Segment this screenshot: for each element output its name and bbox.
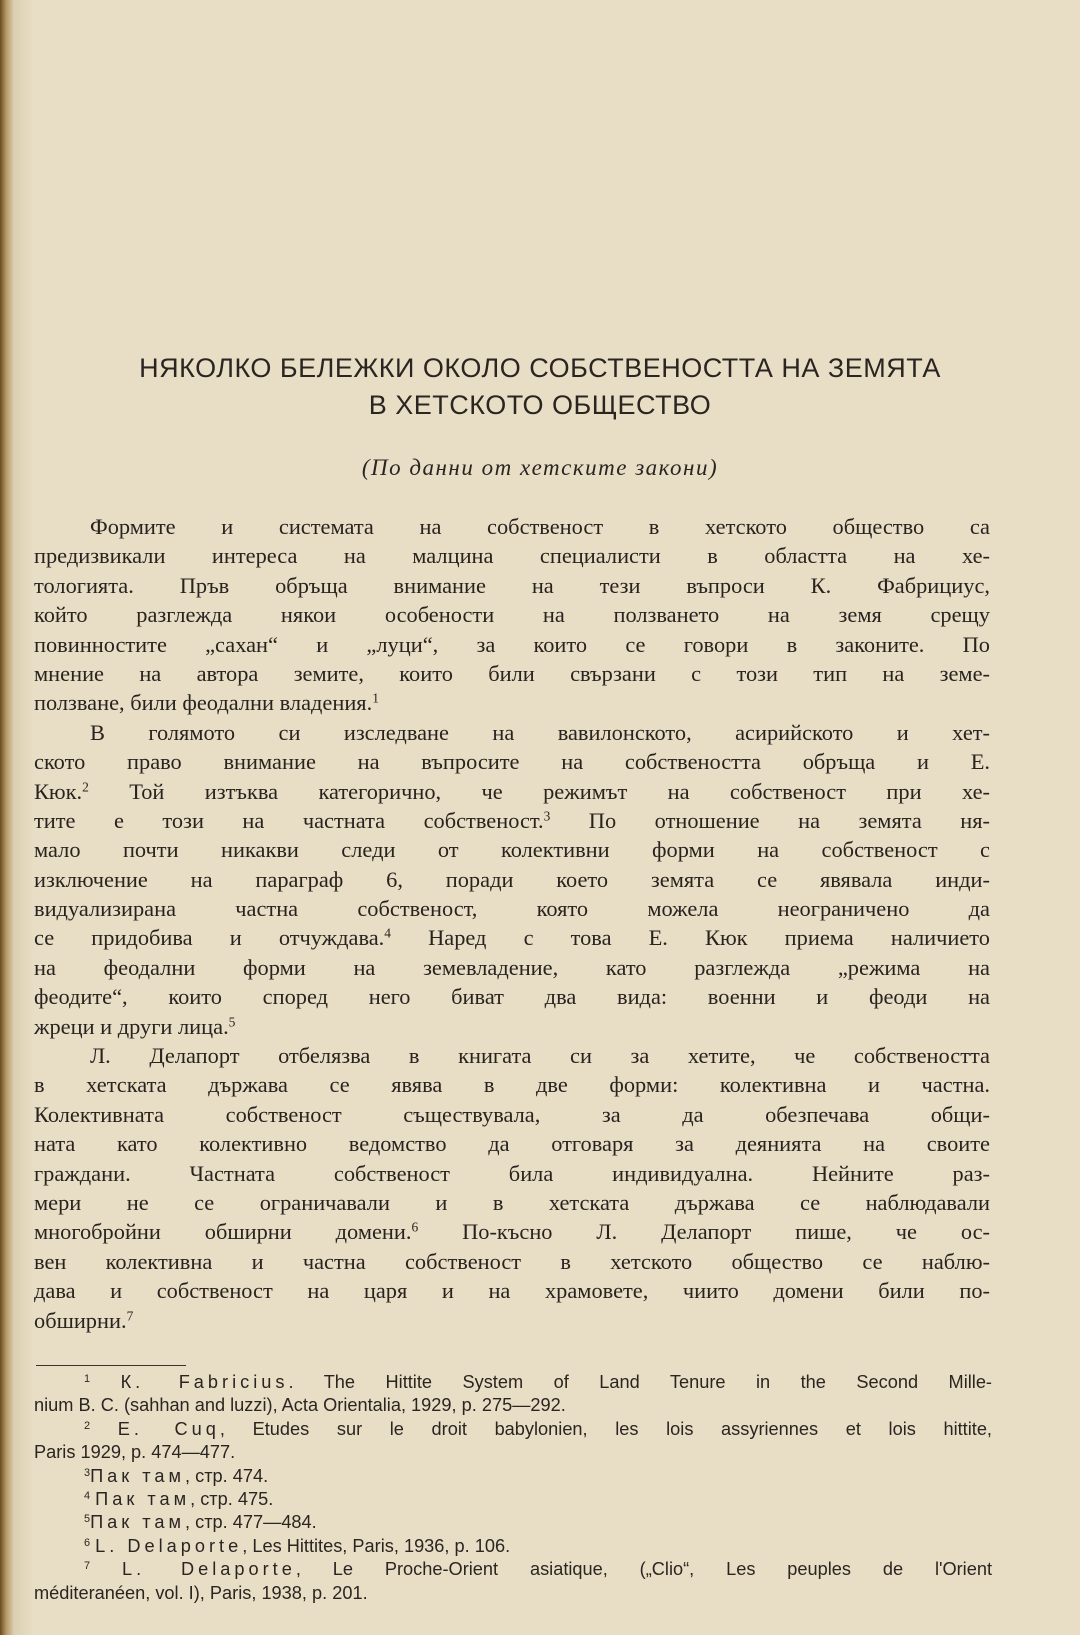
body-line: в хетската държава се явява в две форми: колективна и частна. [34, 1072, 990, 1098]
body-line: обширни.$^7$ [34, 1307, 134, 1333]
body-line: видуализирана частна собственост, която можела неограничено да [34, 896, 990, 922]
footnote-ref-7[interactable]: 7 [126, 1308, 134, 1324]
body-line: тите е този на частната собственост.$^3$ По отношение на земята ня- [34, 807, 990, 833]
body-line: който разглежда някои особености на ползването на земя срещу [34, 602, 990, 628]
body-line: изключение на параграф 6, поради което земята се явявала инди- [34, 866, 990, 892]
body-line: на феодални форми на земевладение, като разглежда „режима на [34, 954, 990, 980]
article-body [34, 512, 990, 1335]
body-line: мало почти никакви следи от колективни форми на собственост с [34, 837, 990, 863]
footnote-divider [36, 1365, 186, 1366]
body-line: тологията. Пръв обръща внимание на тези въпроси К. Фабрициус, [34, 572, 990, 598]
footnotes [34, 1371, 992, 1605]
title-line-2: В ХЕТСКОТО ОБЩЕСТВО [368, 390, 712, 420]
footnote-1: $^1$ К. Fabricius. The Hittite System of Land Tenure in the Second Mille- [84, 1372, 992, 1392]
article-subtitle: (По данни от хетските закони) [361, 455, 719, 480]
body-line: се придобива и отчуждава.$^4$ Наред с това Е. Кюк приема наличието [34, 925, 990, 951]
footnote-3: $^3$Пак там, стр. 474. [84, 1465, 269, 1486]
body-line: Кюк.$^2$ Той изтъква категорично, че режимът на собственост при хе- [34, 778, 990, 804]
title-line-1: НЯКОЛКО БЕЛЕЖКИ ОКОЛО СОБСТВЕНОСТТА НА ЗЕМЯТА [139, 353, 941, 383]
body-line: граждани. Частната собственост била индивидуална. Нейните раз- [34, 1160, 990, 1186]
body-line: мнение на автора земите, които били свързани с този тип на земе- [34, 660, 990, 686]
footnote-ref-1[interactable]: 1 [372, 690, 379, 706]
body-line: ползване, били феодални владения.$^1$ [34, 690, 379, 716]
body-line: В голямото си изследване на вавилонското, асирийското и хет- [90, 719, 990, 745]
footnote-ref-5[interactable]: 5 [228, 1014, 236, 1030]
body-line: мери не се ограничавали и в хетската държава се наблюдавали [34, 1189, 990, 1215]
footnote-7-cont: méditeranéen, vol. I), Paris, 1938, p. 201. [34, 1582, 368, 1603]
body-line: ското право внимание на въпросите на собствеността обръща и Е. [34, 749, 990, 775]
footnote-2: $^2$ E. Cuq, Etudes sur le droit babylonien, les lois assyriennes et lois hittite, [84, 1418, 992, 1439]
footnote-7: $^7$ L. Delaporte, Le Proche-Orient asiatique, („Clio“, Les peuples de l'Orient [84, 1559, 992, 1580]
footnote-ref-2[interactable]: 2 [82, 779, 89, 795]
article-title [30, 350, 1050, 424]
body-line: ната като колективно ведомство да отговаря за деянията на своите [34, 1131, 990, 1157]
body-line: многобройни обширни домени.$^6$ По-късно Л. Делапорт пише, че ос- [34, 1219, 990, 1245]
body-line: Формите и системата на собственост в хетското общество са [90, 514, 990, 539]
footnote-1-cont: nium B. C. (sahhan and luzzi), Acta Orientalia, 1929, p. 275—292. [34, 1395, 566, 1416]
footnote-ref-4[interactable]: 4 [384, 926, 391, 942]
footnote-4: $^4$ Пак там, стр. 475. [84, 1488, 274, 1509]
footnote-2-cont: Paris 1929, p. 474—477. [34, 1442, 236, 1463]
footnote-ref-3[interactable]: 3 [543, 808, 551, 824]
body-line: Колективната собственост съществувала, за да обезпечава общи- [34, 1101, 990, 1127]
footnote-5: $^5$Пак там, стр. 477—484. [84, 1512, 317, 1533]
body-line: жреци и други лица.$^5$ [34, 1013, 236, 1039]
body-line: феодите“, които според него биват два вида: военни и феоди на [34, 984, 990, 1010]
footnote-ref-6[interactable]: 6 [411, 1219, 419, 1235]
body-line: дава и собственост на царя и на храмовете, чиито домени били по- [34, 1278, 990, 1304]
body-line: Л. Делапорт отбелязва в книгата си за хетите, че собствеността [90, 1043, 990, 1069]
body-line: повинностите „сахан“ и „луци“, за които се говори в законите. По [34, 631, 990, 657]
body-line: предизвикали интереса на малцина специалисти в областта на хе- [34, 543, 990, 569]
body-line: вен колективна и частна собственост в хетското общество се наблю- [34, 1248, 990, 1274]
footnote-6: $^6$ L. Delaporte, Les Hittites, Paris, 1936, p. 106. [84, 1535, 511, 1556]
